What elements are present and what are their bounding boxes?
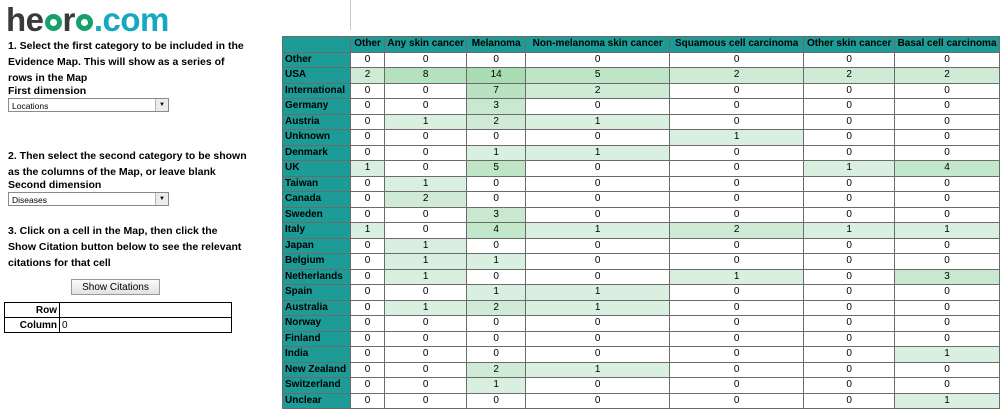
column-value[interactable]: 0	[60, 318, 232, 333]
map-cell[interactable]: 1	[895, 223, 1000, 239]
map-cell[interactable]: 0	[526, 52, 670, 68]
map-cell[interactable]: 0	[350, 316, 385, 332]
row-header: Austria	[283, 114, 351, 130]
map-row	[283, 378, 1000, 394]
map-cell[interactable]: 0	[804, 238, 895, 254]
row-header: Taiwan	[283, 176, 351, 192]
map-cell[interactable]: 0	[350, 393, 385, 409]
map-cell[interactable]: 1	[670, 269, 804, 285]
map-cell[interactable]: 3	[467, 99, 526, 115]
map-cell[interactable]: 0	[526, 254, 670, 270]
map-cell[interactable]: 0	[670, 393, 804, 409]
map-cell[interactable]: 1	[467, 254, 526, 270]
map-cell[interactable]: 0	[350, 130, 385, 146]
row-header: USA	[283, 68, 351, 84]
map-row	[283, 161, 1000, 177]
second-dimension-label: Second dimension	[8, 179, 102, 191]
map-cell[interactable]: 8	[385, 68, 467, 84]
row-header: India	[283, 347, 351, 363]
map-cell[interactable]: 0	[467, 393, 526, 409]
map-cell[interactable]: 0	[526, 207, 670, 223]
evidence-map	[282, 36, 1000, 409]
map-cell[interactable]: 0	[526, 238, 670, 254]
map-cell[interactable]: 1	[467, 378, 526, 394]
map-cell[interactable]: 0	[385, 145, 467, 161]
map-cell[interactable]: 0	[895, 362, 1000, 378]
map-cell[interactable]: 0	[895, 316, 1000, 332]
map-cell[interactable]: 0	[895, 300, 1000, 316]
map-cell[interactable]: 0	[526, 130, 670, 146]
map-cell[interactable]: 0	[804, 347, 895, 363]
map-row	[283, 52, 1000, 68]
step1-text: 1. Select the first category to be included in the Evidence Map. This will show as a series of rows in the Map	[8, 40, 244, 84]
column-header: Melanoma	[467, 37, 526, 53]
map-row	[283, 83, 1000, 99]
map-cell[interactable]: 0	[385, 316, 467, 332]
row-header: New Zealand	[283, 362, 351, 378]
map-cell[interactable]: 0	[895, 238, 1000, 254]
selection-table	[4, 302, 232, 333]
map-cell[interactable]: 0	[467, 269, 526, 285]
dropdown-arrow-icon[interactable]: ▼	[155, 193, 168, 205]
map-cell[interactable]: 2	[467, 300, 526, 316]
column-header: Basal cell carcinoma	[895, 37, 1000, 53]
map-cell[interactable]: 0	[804, 83, 895, 99]
map-cell[interactable]: 2	[350, 68, 385, 84]
map-cell[interactable]: 0	[895, 176, 1000, 192]
row-header: Canada	[283, 192, 351, 208]
logo-ring-icon	[76, 14, 93, 31]
map-cell[interactable]: 0	[804, 207, 895, 223]
map-cell[interactable]: 1	[467, 285, 526, 301]
map-row	[283, 68, 1000, 84]
map-cell[interactable]: 0	[385, 99, 467, 115]
map-cell[interactable]: 0	[895, 52, 1000, 68]
map-cell[interactable]: 1	[526, 300, 670, 316]
map-cell[interactable]: 0	[804, 52, 895, 68]
map-cell[interactable]: 0	[350, 378, 385, 394]
map-cell[interactable]: 3	[467, 207, 526, 223]
map-cell[interactable]: 0	[670, 238, 804, 254]
map-cell[interactable]: 2	[526, 83, 670, 99]
row-header: Denmark	[283, 145, 351, 161]
map-cell[interactable]: 0	[350, 99, 385, 115]
map-cell[interactable]: 0	[467, 192, 526, 208]
map-cell[interactable]: 0	[350, 254, 385, 270]
map-cell[interactable]: 0	[385, 285, 467, 301]
map-cell[interactable]: 0	[670, 99, 804, 115]
map-cell[interactable]: 4	[895, 161, 1000, 177]
step2-text: 2. Then select the second category to be shown as the columns of the Map, or leave blank	[8, 150, 247, 178]
map-cell[interactable]: 0	[526, 176, 670, 192]
map-cell[interactable]: 0	[350, 362, 385, 378]
map-cell[interactable]: 0	[526, 99, 670, 115]
map-cell[interactable]: 0	[670, 83, 804, 99]
map-cell[interactable]: 2	[467, 114, 526, 130]
row-header: Australia	[283, 300, 351, 316]
second-dimension-select[interactable]	[8, 192, 169, 206]
map-cell[interactable]: 0	[804, 316, 895, 332]
row-header: Other	[283, 52, 351, 68]
column-header: Other	[350, 37, 385, 53]
row-header: Switzerland	[283, 378, 351, 394]
map-cell[interactable]: 0	[895, 331, 1000, 347]
map-row	[283, 99, 1000, 115]
map-cell[interactable]: 0	[804, 378, 895, 394]
row-header: UK	[283, 161, 351, 177]
map-cell[interactable]: 0	[895, 130, 1000, 146]
map-cell[interactable]: 0	[467, 130, 526, 146]
map-cell[interactable]: 0	[804, 300, 895, 316]
map-cell[interactable]: 1	[804, 223, 895, 239]
map-cell[interactable]: 0	[526, 378, 670, 394]
map-cell[interactable]: 0	[526, 192, 670, 208]
map-cell[interactable]: 1	[804, 161, 895, 177]
map-cell[interactable]: 4	[467, 223, 526, 239]
map-cell[interactable]: 0	[670, 362, 804, 378]
map-cell[interactable]: 0	[350, 347, 385, 363]
row-header: Spain	[283, 285, 351, 301]
logo-ring-icon	[45, 14, 62, 31]
row-label: Row	[5, 303, 60, 318]
map-row	[283, 331, 1000, 347]
map-cell[interactable]: 14	[467, 68, 526, 84]
map-row	[283, 192, 1000, 208]
second-dimension-value: Diseases	[12, 195, 47, 205]
map-cell[interactable]: 2	[670, 68, 804, 84]
map-cell[interactable]: 0	[895, 83, 1000, 99]
row-value[interactable]	[60, 303, 232, 318]
map-cell[interactable]: 0	[895, 378, 1000, 394]
map-cell[interactable]: 0	[385, 347, 467, 363]
map-cell[interactable]: 1	[350, 161, 385, 177]
map-cell[interactable]: 1	[385, 254, 467, 270]
map-row	[283, 114, 1000, 130]
map-cell[interactable]: 0	[804, 254, 895, 270]
map-cell[interactable]: 0	[350, 238, 385, 254]
map-cell[interactable]: 1	[350, 223, 385, 239]
map-cell[interactable]: 0	[385, 130, 467, 146]
map-cell[interactable]: 0	[350, 285, 385, 301]
row-header: Italy	[283, 223, 351, 239]
map-cell[interactable]: 0	[670, 378, 804, 394]
row-header: Japan	[283, 238, 351, 254]
map-cell[interactable]: 0	[804, 269, 895, 285]
row-header: Netherlands	[283, 269, 351, 285]
map-cell[interactable]: 0	[670, 192, 804, 208]
dropdown-arrow-icon[interactable]: ▼	[155, 99, 168, 111]
map-row	[283, 269, 1000, 285]
map-cell[interactable]: 0	[467, 316, 526, 332]
row-header: Sweden	[283, 207, 351, 223]
map-cell[interactable]: 0	[467, 52, 526, 68]
divider	[350, 0, 351, 30]
map-cell[interactable]: 0	[350, 145, 385, 161]
map-row	[283, 316, 1000, 332]
map-cell[interactable]: 0	[385, 223, 467, 239]
map-cell[interactable]: 0	[670, 316, 804, 332]
map-cell[interactable]: 5	[467, 161, 526, 177]
map-cell[interactable]: 0	[670, 161, 804, 177]
map-cell[interactable]: 0	[804, 176, 895, 192]
map-cell[interactable]: 0	[670, 300, 804, 316]
first-dimension-label: First dimension	[8, 85, 87, 97]
map-cell[interactable]: 0	[804, 285, 895, 301]
map-cell[interactable]: 2	[895, 68, 1000, 84]
map-cell[interactable]: 1	[385, 300, 467, 316]
row-header: Norway	[283, 316, 351, 332]
first-dimension-select[interactable]	[8, 98, 169, 112]
map-cell[interactable]: 0	[350, 192, 385, 208]
map-cell[interactable]: 1	[385, 269, 467, 285]
map-cell[interactable]: 0	[350, 176, 385, 192]
map-cell[interactable]: 1	[526, 223, 670, 239]
map-row	[283, 300, 1000, 316]
map-cell[interactable]: 1	[526, 145, 670, 161]
row-header: Unknown	[283, 130, 351, 146]
map-cell[interactable]: 0	[895, 285, 1000, 301]
map-cell[interactable]: 1	[526, 362, 670, 378]
map-cell[interactable]: 0	[385, 161, 467, 177]
map-cell[interactable]: 0	[526, 316, 670, 332]
map-cell[interactable]: 1	[526, 114, 670, 130]
map-cell[interactable]: 0	[467, 347, 526, 363]
map-cell[interactable]: 1	[385, 114, 467, 130]
map-cell[interactable]: 0	[804, 99, 895, 115]
map-cell[interactable]: 7	[467, 83, 526, 99]
map-cell[interactable]: 2	[804, 68, 895, 84]
map-cell[interactable]: 2	[385, 192, 467, 208]
map-cell[interactable]: 0	[385, 331, 467, 347]
map-cell[interactable]: 0	[804, 130, 895, 146]
map-cell[interactable]: 2	[467, 362, 526, 378]
map-row	[283, 145, 1000, 161]
map-cell[interactable]: 1	[670, 130, 804, 146]
map-cell[interactable]: 0	[350, 52, 385, 68]
corner-cell	[283, 37, 351, 53]
map-row	[283, 207, 1000, 223]
column-header: Squamous cell carcinoma	[670, 37, 804, 53]
map-cell[interactable]: 0	[895, 145, 1000, 161]
map-cell[interactable]: 0	[526, 347, 670, 363]
map-cell[interactable]: 0	[895, 207, 1000, 223]
map-cell[interactable]: 0	[385, 393, 467, 409]
map-cell[interactable]: 0	[804, 362, 895, 378]
map-row	[283, 347, 1000, 363]
map-cell[interactable]: 3	[895, 269, 1000, 285]
map-cell[interactable]: 0	[526, 161, 670, 177]
row-header: Belgium	[283, 254, 351, 270]
map-cell[interactable]: 0	[385, 83, 467, 99]
map-cell[interactable]: 2	[670, 223, 804, 239]
step3-text: 3. Click on a cell in the Map, then click the Show Citation button below to see the relevant citations for that cell	[8, 225, 242, 269]
row-header: Unclear	[283, 393, 351, 409]
column-header: Non-melanoma skin cancer	[526, 37, 670, 53]
map-cell[interactable]: 0	[804, 192, 895, 208]
map-cell[interactable]: 0	[670, 176, 804, 192]
map-cell[interactable]: 1	[526, 285, 670, 301]
map-cell[interactable]: 0	[804, 331, 895, 347]
map-row	[283, 176, 1000, 192]
map-row	[283, 223, 1000, 239]
map-cell[interactable]: 0	[895, 114, 1000, 130]
map-row	[283, 238, 1000, 254]
map-cell[interactable]: 1	[467, 145, 526, 161]
heoro-logo: he r .com	[6, 1, 169, 38]
map-cell[interactable]: 0	[526, 331, 670, 347]
map-cell[interactable]: 0	[670, 254, 804, 270]
map-cell[interactable]: 0	[526, 393, 670, 409]
column-header: Other skin cancer	[804, 37, 895, 53]
map-cell[interactable]: 0	[670, 347, 804, 363]
map-cell[interactable]: 0	[467, 176, 526, 192]
map-cell[interactable]: 0	[670, 207, 804, 223]
map-cell[interactable]: 0	[350, 207, 385, 223]
map-cell[interactable]: 0	[350, 331, 385, 347]
first-dimension-value: Locations	[12, 101, 49, 111]
row-header: Germany	[283, 99, 351, 115]
map-cell[interactable]: 0	[670, 331, 804, 347]
map-row	[283, 254, 1000, 270]
map-cell[interactable]: 1	[385, 176, 467, 192]
map-cell[interactable]: 0	[350, 114, 385, 130]
map-cell[interactable]: 0	[804, 145, 895, 161]
map-cell[interactable]: 1	[385, 238, 467, 254]
map-cell[interactable]: 0	[895, 254, 1000, 270]
map-row	[283, 362, 1000, 378]
map-cell[interactable]: 0	[350, 83, 385, 99]
map-cell[interactable]: 0	[670, 52, 804, 68]
map-cell[interactable]: 0	[385, 362, 467, 378]
map-cell[interactable]: 0	[467, 238, 526, 254]
map-cell[interactable]: 0	[385, 52, 467, 68]
map-row	[283, 130, 1000, 146]
map-row	[283, 285, 1000, 301]
map-cell[interactable]: 5	[526, 68, 670, 84]
map-cell[interactable]: 0	[895, 99, 1000, 115]
map-cell[interactable]: 1	[895, 393, 1000, 409]
map-cell[interactable]: 0	[385, 207, 467, 223]
map-cell[interactable]: 1	[895, 347, 1000, 363]
map-cell[interactable]: 0	[804, 114, 895, 130]
map-cell[interactable]: 0	[895, 192, 1000, 208]
map-row	[283, 393, 1000, 409]
map-cell[interactable]: 0	[350, 300, 385, 316]
map-cell[interactable]: 0	[385, 378, 467, 394]
row-header: International	[283, 83, 351, 99]
show-citations-button[interactable]: Show Citations	[71, 279, 160, 295]
map-cell[interactable]: 0	[526, 269, 670, 285]
column-header: Any skin cancer	[385, 37, 467, 53]
column-label: Column	[5, 318, 60, 333]
map-cell[interactable]: 0	[350, 269, 385, 285]
row-header: Finland	[283, 331, 351, 347]
map-cell[interactable]: 0	[804, 393, 895, 409]
map-cell[interactable]: 0	[670, 145, 804, 161]
map-cell[interactable]: 0	[670, 114, 804, 130]
map-cell[interactable]: 0	[670, 285, 804, 301]
map-cell[interactable]: 0	[467, 331, 526, 347]
